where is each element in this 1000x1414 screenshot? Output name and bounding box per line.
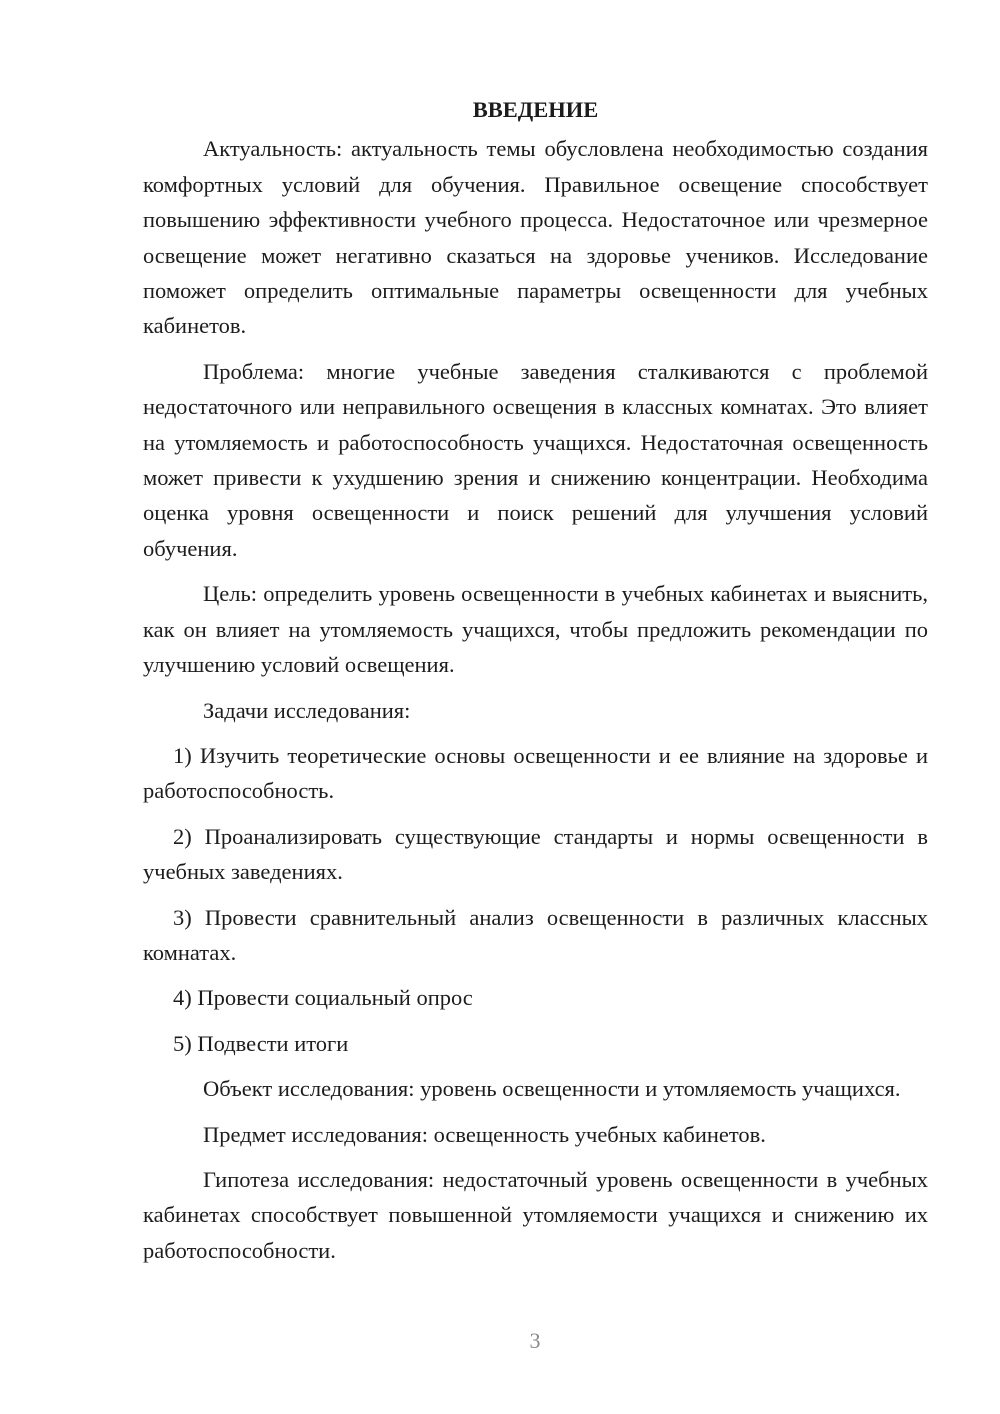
paragraph-hypothesis: Гипотеза исследования: недостаточный уровень освещенности в учебных кабинетах способствует повышенной утомляемости учащихся и снижению их работоспособности. <box>143 1166 928 1263</box>
task-item-2: 2) Проанализировать существующие стандарты и нормы освещенности в учебных заведениях. <box>143 823 928 885</box>
paragraph-relevance: Актуальность: актуальность темы обусловлена необходимостью создания комфортных условий для обучения. Правильное освещение способствует повышению эффективности учебного процесса. Недостаточное или чрезмерное освещение может негативно сказаться на здоровье учеников. Исследование поможет определить оптимальные параметры освещенности для учебных кабинетов. <box>143 136 928 339</box>
paragraph-object: Объект исследования: уровень освещенности и утомляемость учащихся. <box>203 1076 901 1102</box>
task-item-1: 1) Изучить теоретические основы освещенности и ее влияние на здоровье и работоспособность. <box>143 742 928 804</box>
paragraph-goal: Цель: определить уровень освещенности в учебных кабинетах и выяснить, как он влияет на утомляемость учащихся, чтобы предложить рекомендации по улучшению условий освещения. <box>143 581 928 678</box>
task-item-3: 3) Провести сравнительный анализ освещенности в различных классных комнатах. <box>143 904 928 965</box>
page-number: 3 <box>529 1328 541 1353</box>
task-item-4: 4) Провести социальный опрос <box>173 985 473 1011</box>
task-item-5: 5) Подвести итоги <box>173 1030 349 1056</box>
page-content <box>143 92 928 1278</box>
tasks-heading: Задачи исследования: <box>203 697 411 723</box>
paragraph-problem: Проблема: многие учебные заведения сталкиваются с проблемой недостаточного или неправильного освещения в классных комнатах. Это влияет на утомляемость и работоспособность учащихся. Недостаточная освещенность может привести к ухудшению зрения и снижению концентрации. Необходима оценка уровня освещенности и поиск решений для улучшения условий обучения. <box>143 358 928 561</box>
paragraph-subject: Предмет исследования: освещенность учебных кабинетов. <box>203 1121 766 1147</box>
section-title: ВВЕДЕНИЕ <box>472 97 599 122</box>
